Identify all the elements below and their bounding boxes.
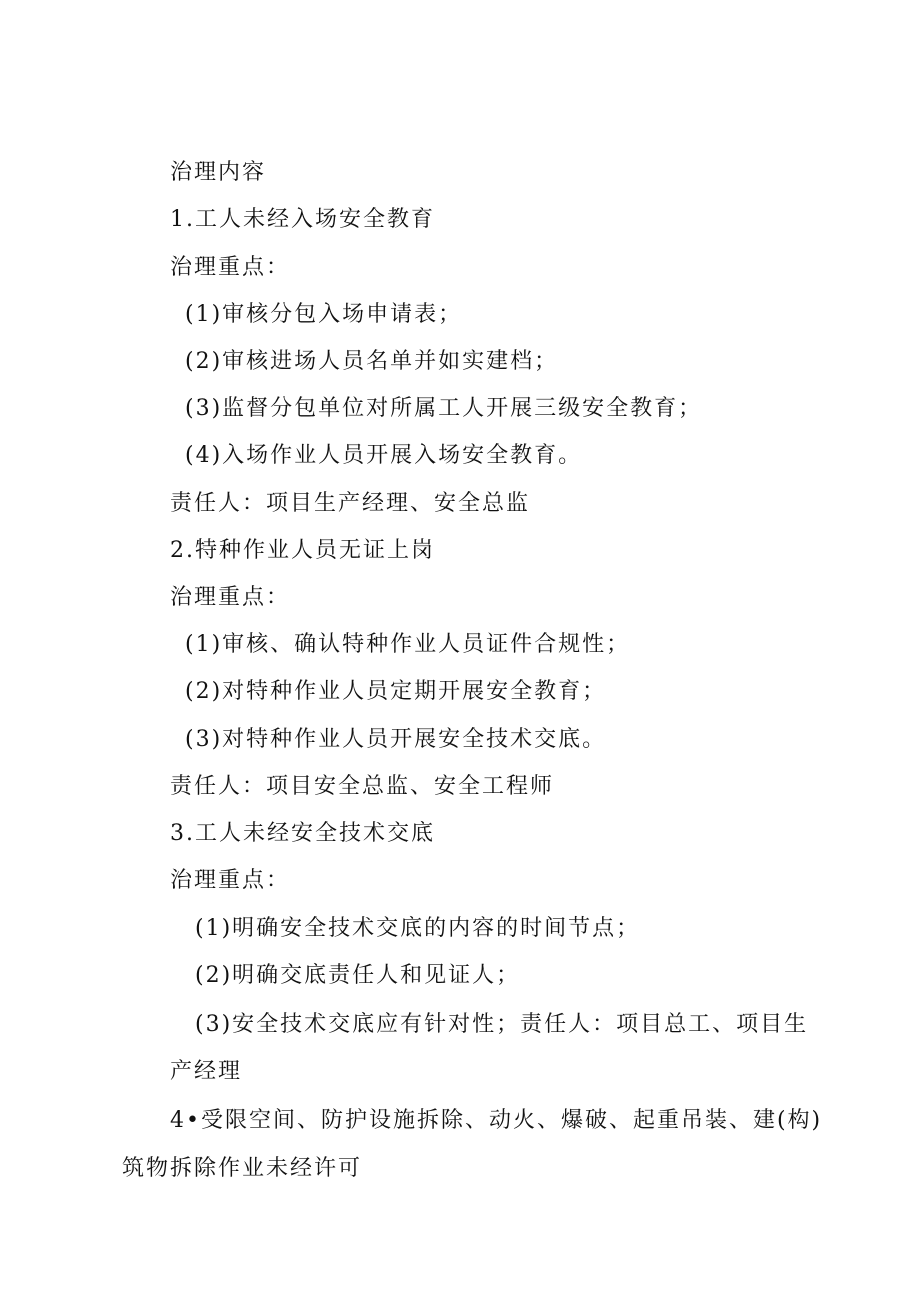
section-1-item-3: (3)监督分包单位对所属工人开展三级安全教育；: [185, 396, 703, 421]
section-2-item-1: (1)审核、确认特种作业人员证件合规性；: [185, 632, 631, 657]
section-2-title: 2.特种作业人员无证上岗: [170, 538, 435, 563]
section-2-responsible: 责任人：项目安全总监、安全工程师: [170, 774, 555, 799]
section-3-item-1: (1)明确安全技术交底的内容的时间节点；: [195, 916, 641, 941]
section-1-focus-label: 治理重点：: [170, 255, 291, 280]
section-2-item-2: (2)对特种作业人员定期开展安全教育；: [185, 679, 607, 704]
section-1-responsible: 责任人：项目生产经理、安全总监: [170, 491, 531, 516]
section-4-title-line-2: 筑物拆除作业未经许可: [122, 1156, 363, 1181]
section-1-item-2: (2)审核进场人员名单并如实建档；: [185, 349, 559, 374]
section-3-item-3-continuation: 产经理: [170, 1059, 243, 1084]
section-4-title-line-1: 4•受限空间、防护设施拆除、动火、爆破、起重吊装、建(构): [170, 1108, 823, 1133]
section-3-title: 3.工人未经安全技术交底: [170, 821, 435, 846]
section-2-item-3: (3)对特种作业人员开展安全技术交底。: [185, 727, 607, 752]
section-3-focus-label: 治理重点：: [170, 868, 291, 893]
section-heading: 治理内容: [170, 160, 267, 185]
section-1-title: 1.工人未经入场安全教育: [170, 207, 435, 232]
section-1-item-1: (1)审核分包入场申请表；: [185, 302, 463, 327]
section-2-focus-label: 治理重点：: [170, 585, 291, 610]
section-3-item-2: (2)明确交底责任人和见证人；: [195, 963, 521, 988]
section-3-item-3: (3)安全技术交底应有针对性；责任人：项目总工、项目生: [195, 1012, 809, 1037]
section-1-item-4: (4)入场作业人员开展入场安全教育。: [185, 443, 583, 468]
